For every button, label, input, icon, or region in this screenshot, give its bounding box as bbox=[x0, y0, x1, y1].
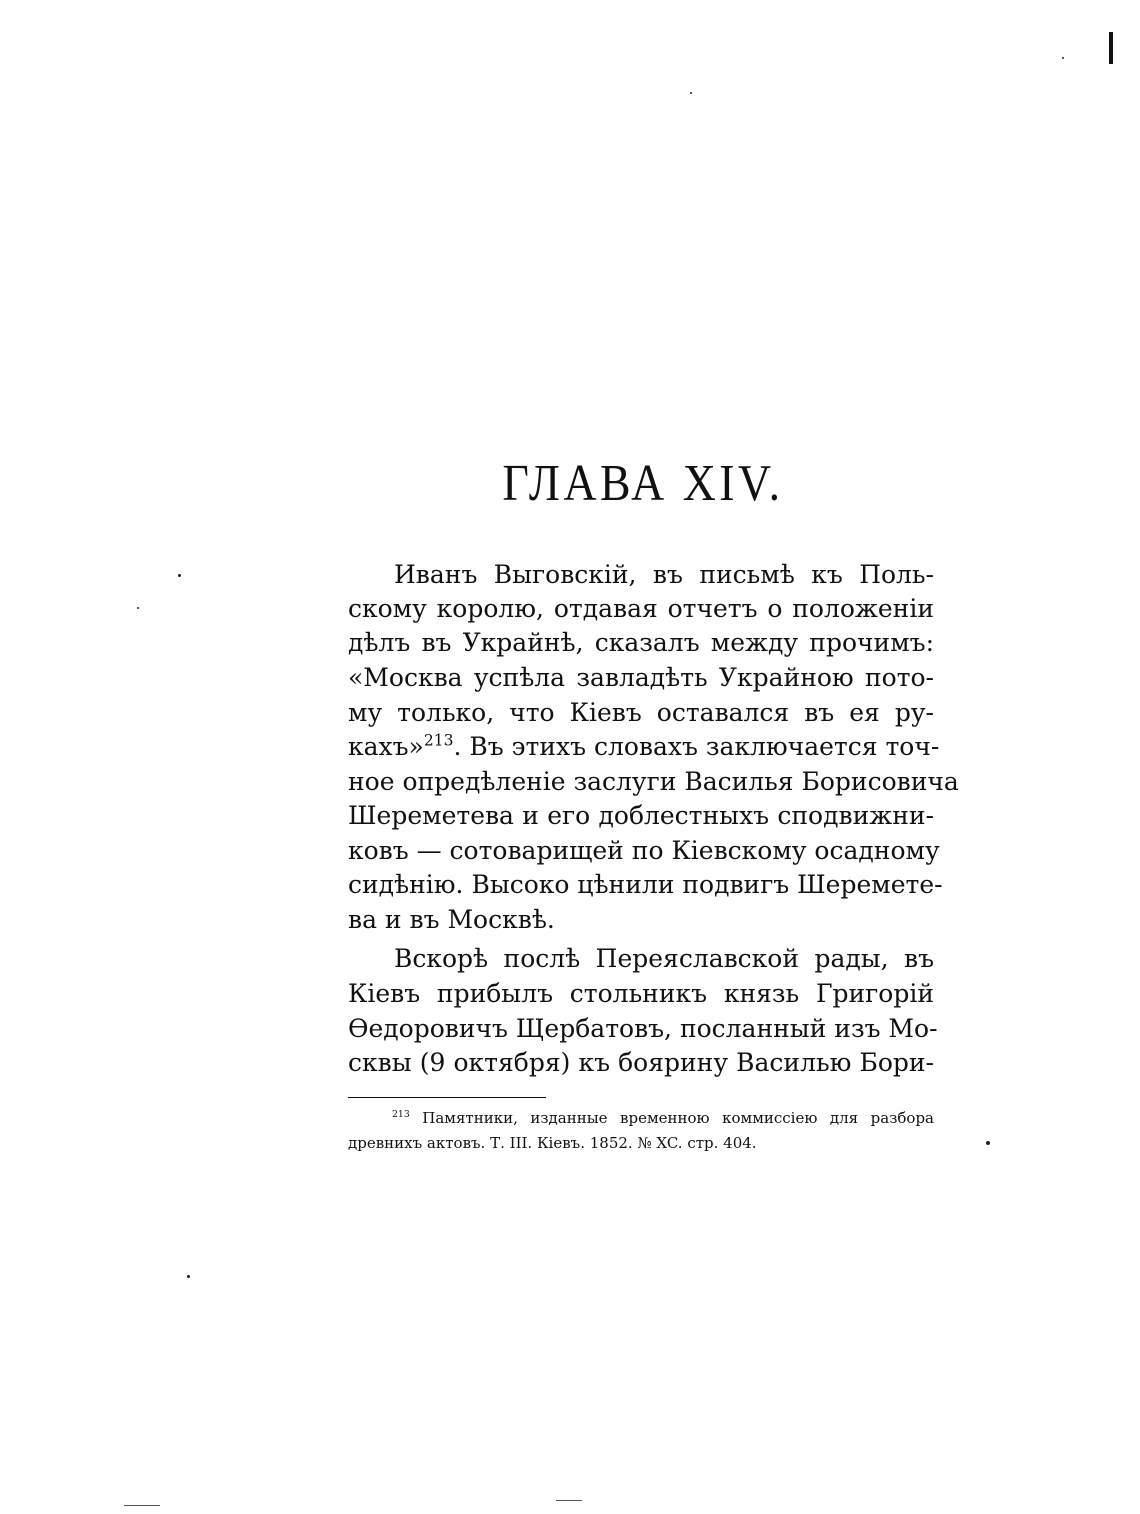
body-text-line bbox=[348, 728, 940, 766]
body-text-line: ва и въ Москвѣ. bbox=[348, 905, 555, 934]
scan-speck bbox=[986, 1141, 990, 1145]
scan-speck bbox=[690, 92, 692, 94]
body-text-line: Вскорѣ послѣ Переяславской рады, въ bbox=[394, 944, 934, 973]
body-text-line: ковъ — сотоварищей по Кіевскому осадному bbox=[348, 836, 940, 865]
footnote-reference: 213 bbox=[423, 731, 454, 750]
scan-speck bbox=[1062, 57, 1064, 59]
chapter-title: ГЛАВА XIV. bbox=[502, 455, 784, 512]
body-text-line: Иванъ Выговскій, въ письмѣ къ Поль- bbox=[394, 560, 934, 589]
footnote-marker: 213 bbox=[392, 1109, 410, 1120]
scan-speck bbox=[178, 574, 181, 577]
body-text-fragment: кахъ» bbox=[348, 732, 424, 761]
body-text-line: сквы (9 октября) къ боярину Василью Бори- bbox=[348, 1048, 934, 1077]
body-text-line: му только, что Кіевъ оставался въ ея ру- bbox=[348, 698, 934, 727]
body-text-line: ное опредѣленіе заслуги Василья Борисовича bbox=[348, 767, 959, 796]
footnote-line bbox=[392, 1106, 934, 1130]
footnote-line: древнихъ актовъ. Т. III. Кіевъ. 1852. № XC. стр. 404. bbox=[348, 1134, 757, 1152]
body-text-line: скому королю, отдавая отчетъ о положеніи bbox=[348, 594, 934, 623]
body-text-line: Шереметева и его доблестныхъ сподвижни- bbox=[348, 801, 934, 830]
footnote-text: Памятники, изданные временною коммиссіею для разбора bbox=[422, 1109, 934, 1127]
body-text-line: «Москва успѣла завладѣть Украйною пото- bbox=[348, 663, 934, 692]
body-text-line: сидѣнію. Высоко цѣнили подвигъ Шеремете- bbox=[348, 870, 943, 899]
body-text-fragment: . Въ этихъ словахъ заключается точ- bbox=[453, 732, 940, 761]
scan-speck bbox=[187, 1275, 190, 1278]
page-edge-mark bbox=[1109, 32, 1113, 64]
footnote-separator bbox=[348, 1097, 546, 1098]
body-text-line: Кіевъ прибылъ стольникъ князь Григорій bbox=[348, 979, 934, 1008]
scan-edge-dash bbox=[124, 1505, 160, 1506]
scan-edge-dash bbox=[556, 1500, 582, 1501]
body-text-line: дѣлъ въ Украйнѣ, сказалъ между прочимъ: bbox=[348, 628, 934, 657]
body-text-line: Өедоровичъ Щербатовъ, посланный изъ Мо- bbox=[348, 1014, 938, 1043]
scan-speck bbox=[137, 607, 139, 609]
